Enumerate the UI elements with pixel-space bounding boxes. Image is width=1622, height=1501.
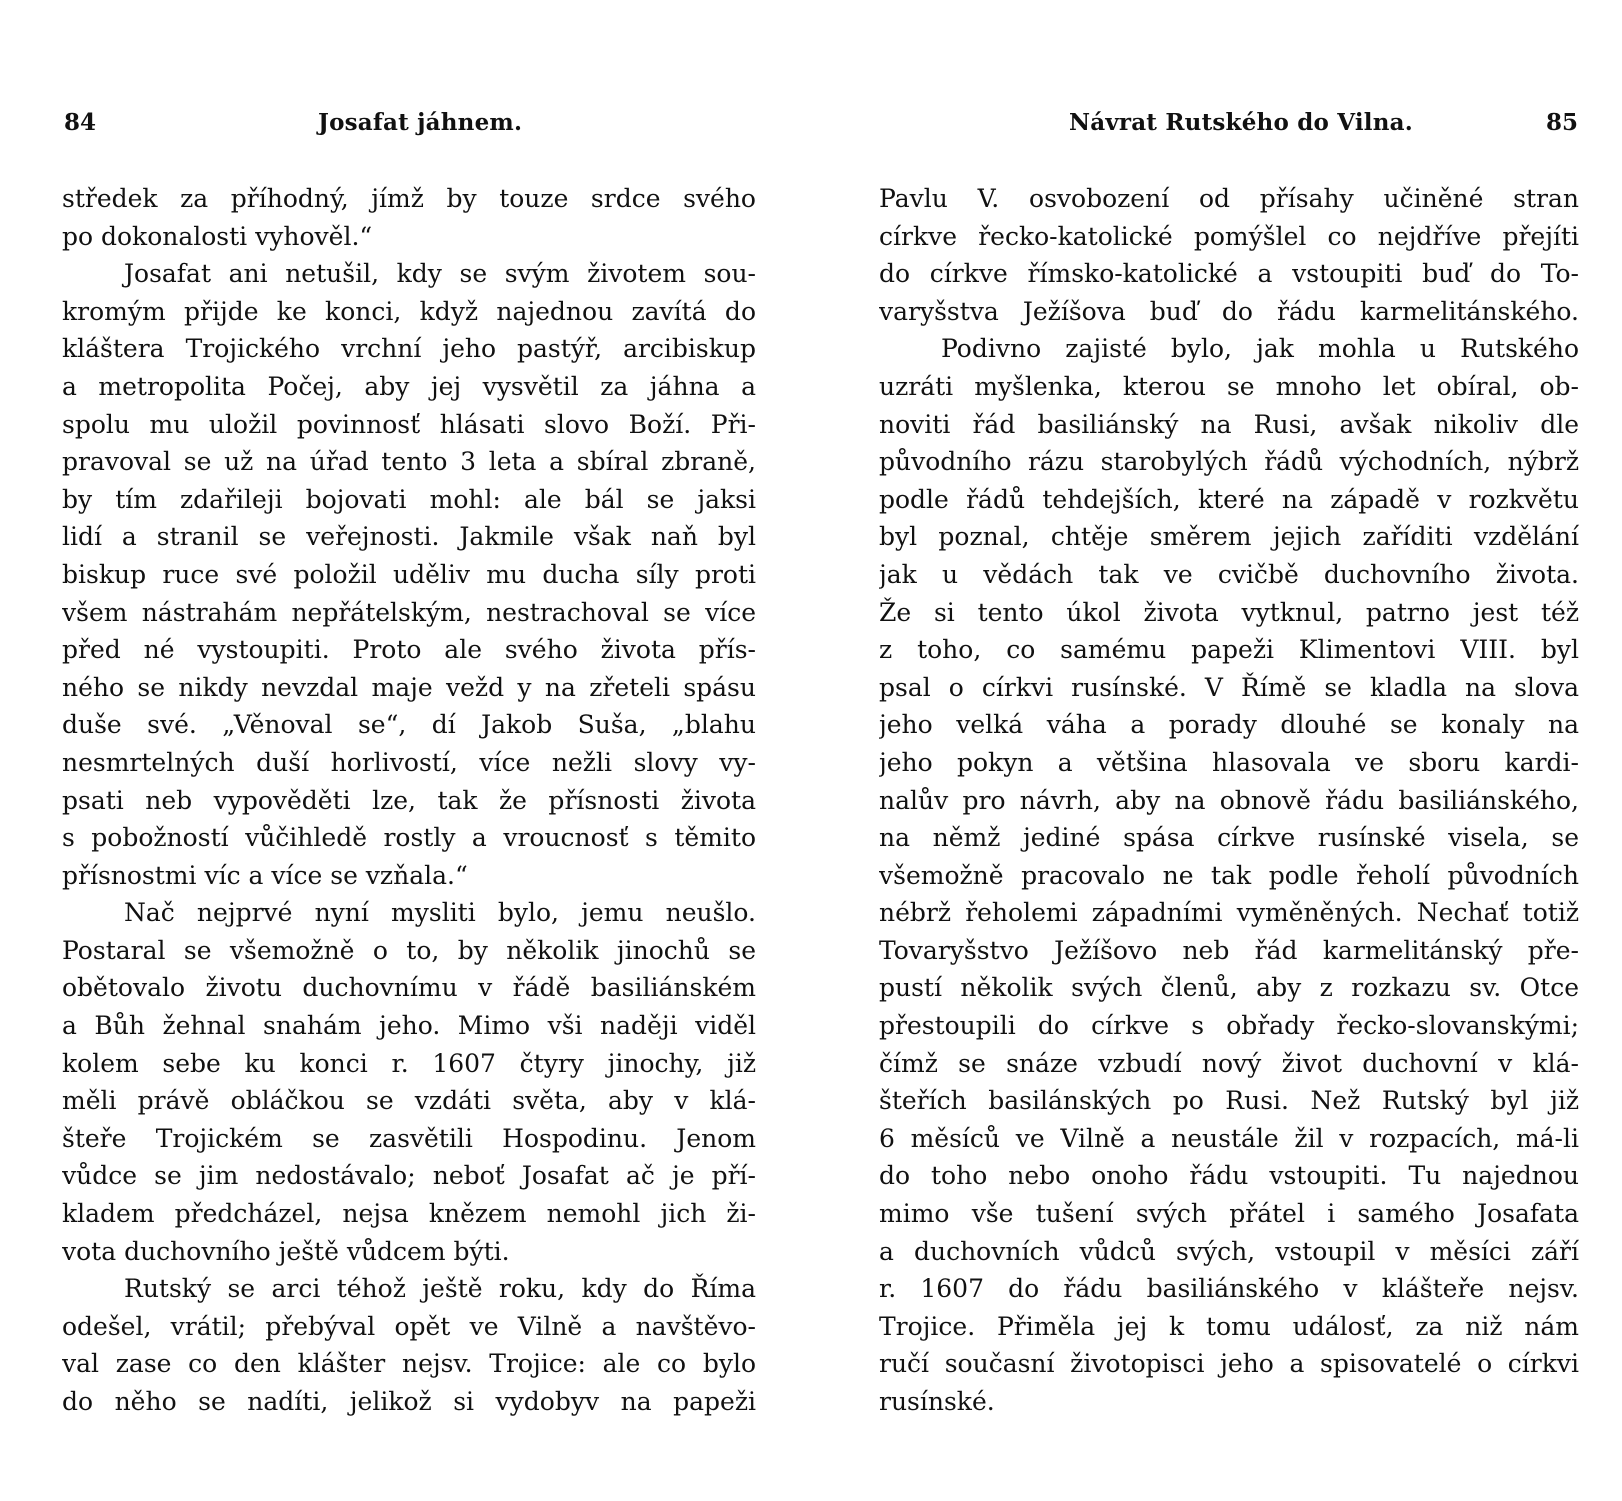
text-line: kladem předcházel, nejsa knězem nemohl jich ži- xyxy=(62,1199,756,1229)
text-line: duše své. „Věnoval se“, dí Jakob Suša, „blahu xyxy=(62,710,756,740)
text-line: Trojice. Přiměla jej k tomu událosť, za niž nám xyxy=(879,1311,1579,1341)
text-line: středek za příhodný, jímž by touze srdce svého xyxy=(62,184,756,213)
text-line: jeho velká váha a porady dlouhé se konaly na xyxy=(879,710,1579,740)
text-line: do toho nebo onoho řádu vstoupiti. Tu najednou xyxy=(879,1161,1579,1191)
text-line: biskup ruce své položil uděliv mu ducha síly proti xyxy=(62,559,756,589)
text-line: Pavlu V. osvobození od přísahy učiněné stran xyxy=(879,184,1579,213)
text-line: přestoupili do církve s obřady řecko-slovanskými; xyxy=(879,1011,1579,1041)
left-text-column xyxy=(62,180,756,1421)
text-line: podle řádů tehdejších, které na západě v rozkvětu xyxy=(879,484,1579,514)
text-line: spolu mu uložil povinnosť hlásati slovo Boží. Při- xyxy=(62,409,756,439)
text-line: vota duchovního ještě vůdcem býti. xyxy=(62,1236,510,1266)
text-line: Podivno zajisté bylo, jak mohla u Rutského xyxy=(941,334,1579,364)
text-line: Nač nejprvé nyní mysliti bylo, jemu neušlo. xyxy=(124,898,756,928)
text-line: jak u vědách tak ve cvičbě duchovního života. xyxy=(879,559,1579,589)
text-line: r. 1607 do řádu basiliánského v klášteře nejsv. xyxy=(879,1274,1579,1304)
text-line: pravoval se už na úřad tento 3 leta a sbíral zbraně, xyxy=(62,447,756,477)
right-page xyxy=(811,0,1622,1501)
text-line: šteře Trojickém se zasvětili Hospodinu. Jenom xyxy=(62,1123,756,1153)
text-line: kolem sebe ku konci r. 1607 čtyry jinochy, již xyxy=(62,1048,756,1078)
text-line: nalův pro návrh, aby na obnově řádu basiliánského, xyxy=(879,785,1579,815)
text-line: mimo vše tušení svých přátel i samého Josafata xyxy=(879,1199,1579,1229)
text-line: jeho pokyn a většina hlasovala ve sboru kardi- xyxy=(879,747,1579,777)
text-line: s pobožností vůčihledě rostly a vroucnosť s těmito xyxy=(62,823,756,853)
right-text-column xyxy=(879,180,1579,1421)
text-line: církve řecko-katolické pomýšlel co nejdříve přejíti xyxy=(879,221,1579,251)
text-line: noviti řád basiliánský na Rusi, avšak nikoliv dle xyxy=(879,409,1579,439)
text-line: nesmrtelných duší horlivostí, více nežli slovy vy- xyxy=(62,747,756,777)
text-line: psal o církvi rusínské. V Římě se kladla na slova xyxy=(879,672,1579,702)
text-line: Rutský se arci téhož ještě roku, kdy do Říma xyxy=(124,1274,756,1304)
text-line: měli právě obláčkou se vzdáti světa, aby v klá- xyxy=(62,1086,756,1116)
text-line: z toho, co samému papeži Klimentovi VIII. byl xyxy=(879,635,1579,665)
text-line: rusínské. xyxy=(879,1387,995,1416)
text-line: uzráti myšlenka, kterou se mnoho let obíral, ob- xyxy=(879,371,1579,401)
text-line: před né vystoupiti. Proto ale svého života přís- xyxy=(62,635,756,665)
text-line: přísnostmi víc a více se vzňala.“ xyxy=(62,860,468,890)
text-line: do církve římsko-katolické a vstoupiti buď do To- xyxy=(879,259,1579,289)
text-line: všemožně pracovalo ne tak podle řeholí původních xyxy=(879,860,1579,890)
text-line: ného se nikdy nevzdal maje vežd y na zřeteli spásu xyxy=(62,672,756,702)
text-line: byl poznal, chtěje směrem jejich zaříditi vzdělání xyxy=(879,522,1579,552)
text-line: vůdce se jim nedostávalo; neboť Josafat ač je pří- xyxy=(62,1161,756,1191)
text-line: a Bůh žehnal snahám jeho. Mimo vši naději viděl xyxy=(62,1011,756,1041)
text-line: kláštera Trojického vrchní jeho pastýř, arcibiskup xyxy=(62,334,756,364)
text-line: odešel, vrátil; přebýval opět ve Vilně a navštěvo- xyxy=(62,1311,756,1341)
text-line: kromým přijde ke konci, když najednou zavítá do xyxy=(62,296,756,326)
text-line: val zase co den klášter nejsv. Trojice: ale co bylo xyxy=(62,1349,756,1379)
right-page-header xyxy=(811,103,1622,143)
text-line: Josafat ani netušil, kdy se svým životem sou- xyxy=(124,259,756,289)
left-running-head: Josafat jáhnem. xyxy=(318,109,523,136)
text-line: šteřích basilánských po Rusi. Než Rutský byl již xyxy=(879,1086,1579,1116)
text-line: do něho se nadíti, jelikož si vydobyv na papeži xyxy=(62,1387,756,1416)
text-line: původního rázu starobylých řádů východních, nýbrž xyxy=(879,447,1579,477)
text-line: a duchovních vůdců svých, vstoupil v měsíci září xyxy=(879,1236,1579,1266)
text-line: pustí několik svých členů, aby z rozkazu sv. Otce xyxy=(879,973,1579,1003)
text-line: 6 měsíců ve Vilně a neustále žil v rozpacích, má-li xyxy=(879,1123,1579,1153)
text-line: všem nástrahám nepřátelským, nestrachoval se více xyxy=(62,597,756,627)
right-page-number: 85 xyxy=(1545,109,1578,136)
text-line: Tovaryšstvo Ježíšovo neb řád karmelitánský pře- xyxy=(879,935,1579,965)
text-line: by tím zdařileji bojovati mohl: ale bál se jaksi xyxy=(62,484,756,514)
text-line: po dokonalosti vyhověl.“ xyxy=(62,221,373,251)
left-page-header xyxy=(0,103,811,143)
left-page-number: 84 xyxy=(64,109,97,136)
text-line: obětovalo životu duchovnímu v řádě basiliánském xyxy=(62,973,756,1003)
text-line: nébrž řeholemi západními vyměněných. Nechať totiž xyxy=(879,898,1579,928)
text-line: Postaral se všemožně o to, by několik jinochů se xyxy=(62,935,756,965)
text-line: čímž se snáze vzbudí nový život duchovní v klá- xyxy=(879,1048,1579,1078)
text-line: na němž jediné spása církve rusínské visela, se xyxy=(879,823,1579,853)
right-running-head: Návrat Rutského do Vilna. xyxy=(1069,109,1413,136)
text-line: ručí současní životopisci jeho a spisovatelé o církvi xyxy=(879,1349,1579,1379)
text-line: a metropolita Počej, aby jej vysvětil za jáhna a xyxy=(62,371,756,401)
text-line: varyšstva Ježíšova buď do řádu karmelitánského. xyxy=(879,296,1579,326)
text-line: lidí a stranil se veřejnosti. Jakmile však naň byl xyxy=(62,522,756,552)
text-line: Že si tento úkol života vytknul, patrno jest též xyxy=(879,597,1579,627)
text-line: psati neb vypověděti lze, tak že přísnosti života xyxy=(62,785,756,815)
